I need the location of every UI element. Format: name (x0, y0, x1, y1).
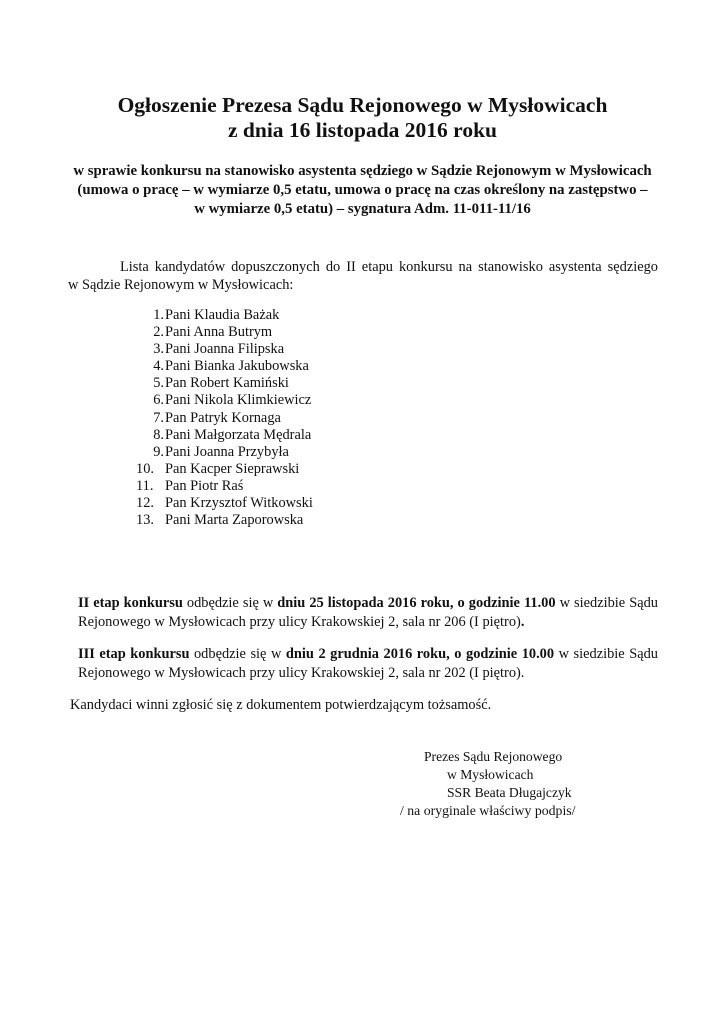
stage-3-label: III etap konkursu (78, 646, 190, 662)
list-item-number: 1. (153, 307, 164, 323)
list-item-number: 12. (136, 495, 154, 512)
stage-2-line-1 (78, 594, 658, 613)
signature-note: / na oryginale właściwy podpis/ (400, 803, 576, 818)
stage-2-text-end: w siedzibie Sądu (555, 595, 658, 611)
candidate-name: Pan Patryk Kornaga (165, 409, 281, 426)
candidate-list (136, 307, 313, 529)
stage-3-line-1 (78, 645, 658, 664)
candidate-name: Pan Krzysztof Witkowski (165, 495, 313, 512)
list-item (136, 460, 313, 478)
list-item-number: 13. (136, 512, 154, 529)
signature-name: SSR Beata Długajczyk (447, 785, 572, 800)
candidate-name: Pani Joanna Filipska (165, 341, 285, 358)
stage-2-location: Rejonowego w Mysłowicach przy ulicy Krakowskiej 2, sala nr 206 (I piętro) (78, 614, 521, 630)
announcement-date: z dnia 16 listopada 2016 roku (227, 118, 497, 142)
intro-line-1: Lista kandydatów dopuszczonych do II etapu konkursu na stanowisko asystenta sędziego (120, 259, 658, 275)
list-item (140, 410, 313, 427)
subject-line-2: (umowa o pracę – w wymiarze 0,5 etatu, umowa o pracę na czas określony na zastępstwo – (77, 182, 648, 198)
candidate-name: Pani Małgorzata Mędrala (165, 426, 312, 443)
candidate-name: Pan Kacper Sieprawski (165, 460, 300, 477)
subject-line-1: w sprawie konkursu na stanowisko asystenta sędziego w Sądzie Rejonowym w Mysłowicach (73, 163, 652, 179)
list-item-number: 5. (153, 375, 164, 392)
subject-line-3: w wymiarze 0,5 etatu) – sygnatura Adm. 11-011-11/16 (194, 201, 531, 217)
list-item (140, 427, 313, 444)
stage-2-text: odbędzie się w (182, 595, 278, 611)
list-item-number: 10. (136, 460, 154, 477)
list-item-number: 6. (153, 392, 164, 409)
stage-2-line-2 (78, 613, 658, 632)
candidate-name: Pani Nikola Klimkiewicz (165, 392, 312, 409)
list-item (136, 477, 313, 495)
announcement-title: Ogłoszenie Prezesa Sądu Rejonowego w Mysłowicach (117, 93, 608, 117)
list-item-number: 8. (153, 426, 164, 443)
stage-3-date: dniu 2 grudnia 2016 roku, o godzinie 10.00 (285, 646, 555, 662)
list-item-number: 9. (153, 443, 164, 460)
stage-3-text: odbędzie się w (189, 646, 286, 662)
list-item (140, 341, 313, 358)
list-item (140, 392, 313, 409)
stage-3-text-end: w siedzibie Sądu (554, 646, 658, 662)
stage-3-line-2: Rejonowego w Mysłowicach przy ulicy Krakowskiej 2, sala nr 202 (I piętro). (78, 665, 525, 681)
candidate-name: Pan Piotr Raś (165, 477, 244, 494)
list-item-number: 7. (153, 409, 164, 426)
list-item (140, 324, 313, 341)
list-item-number: 4. (153, 358, 164, 375)
list-item (140, 375, 313, 392)
list-item (140, 444, 313, 461)
list-item (140, 307, 313, 324)
candidate-name: Pani Anna Butrym (165, 324, 273, 341)
list-item (140, 358, 313, 375)
candidate-name: Pan Robert Kamiński (165, 375, 289, 392)
stage-2-label: II etap konkursu (78, 595, 183, 611)
stage-2-period: . (520, 614, 525, 630)
list-item-number: 3. (153, 341, 164, 358)
list-item (136, 512, 313, 529)
signature-title: Prezes Sądu Rejonowego (424, 749, 563, 764)
list-item (136, 495, 313, 512)
identity-note: Kandydaci winni zgłosić się z dokumentem potwierdzającym tożsamość. (70, 697, 492, 713)
stage-2-date: dniu 25 listopada 2016 roku, o godzinie 11.00 (277, 595, 556, 611)
intro-line-2: w Sądzie Rejonowym w Mysłowicach: (68, 277, 294, 293)
candidate-name: Pani Joanna Przybyła (165, 443, 289, 460)
candidate-name: Pani Klaudia Bażak (165, 307, 280, 323)
list-item-number: 11. (136, 477, 154, 494)
candidate-name: Pani Marta Zaporowska (165, 512, 304, 529)
list-item-number: 2. (153, 324, 164, 341)
candidate-name: Pani Bianka Jakubowska (165, 358, 309, 375)
signature-court: w Mysłowicach (447, 767, 534, 782)
